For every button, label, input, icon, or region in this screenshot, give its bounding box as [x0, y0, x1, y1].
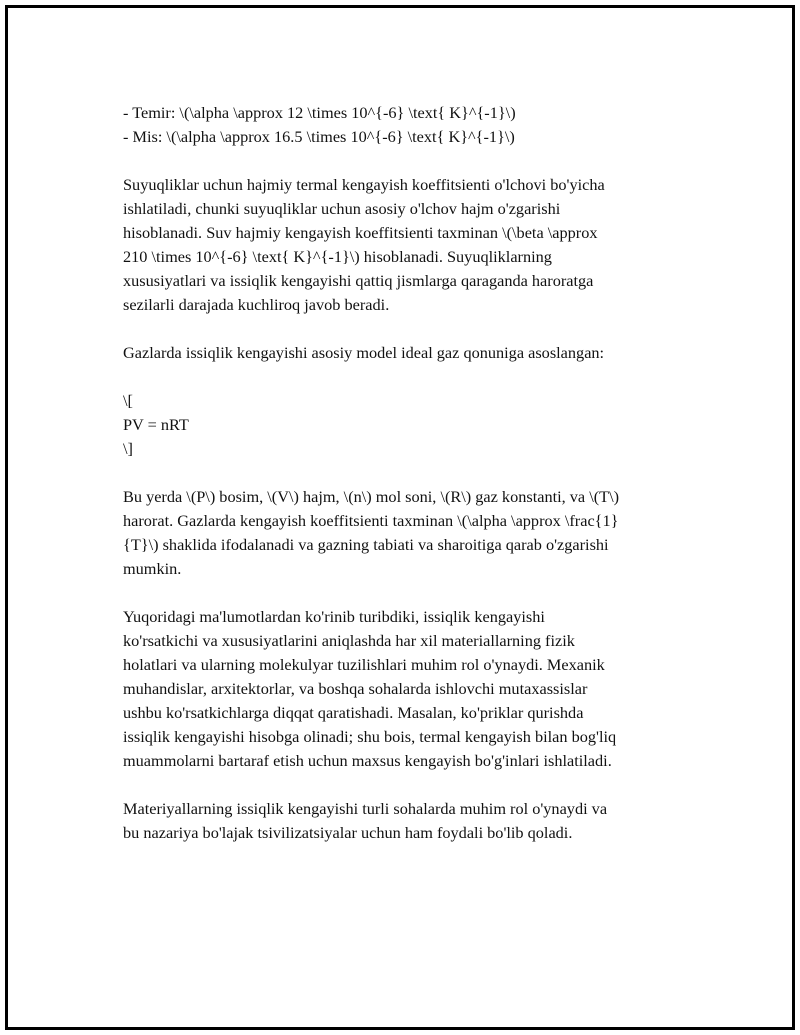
text-line: mumkin. — [123, 559, 182, 578]
text-line: ushbu ko'rsatkichlarga diqqat qaratishadi. Masalan, ko'priklar qurishda — [123, 703, 584, 722]
equation-close: \] — [123, 439, 133, 458]
paragraph-variables — [123, 485, 683, 581]
list-item-copper: - Mis: \(\alpha \approx 16.5 \times 10^{-6} \text{ K}^{-1}\) — [123, 127, 515, 146]
paragraph-summary — [123, 605, 683, 773]
paragraph-liquids — [123, 173, 683, 317]
text-line: harorat. Gazlarda kengayish koeffitsienti taxminan \(\alpha \approx \frac{1} — [123, 511, 619, 530]
text-line: muammolarni bartaraf etish uchun maxsus kengayish bo'g'inlari ishlatiladi. — [123, 751, 612, 770]
text-line: {T}\) shaklida ifodalanadi va gazning tabiati va sharoitiga qarab o'zgarishi — [123, 535, 609, 554]
text-line: ko'rsatkichi va xususiyatlarini aniqlashda har xil materiallarning fizik — [123, 631, 575, 650]
text-line: xususiyatlari va issiqlik kengayishi qattiq jismlarga qaraganda haroratga — [123, 271, 594, 290]
material-list — [123, 101, 683, 149]
text-line: Gazlarda issiqlik kengayishi asosiy model ideal gaz qonuniga asoslangan: — [123, 343, 605, 362]
text-line: Bu yerda \(P\) bosim, \(V\) hajm, \(n\) mol soni, \(R\) gaz konstanti, va \(T\) — [123, 487, 620, 506]
text-line: bu nazariya bo'lajak tsivilizatsiyalar uchun ham foydali bo'lib qoladi. — [123, 823, 573, 842]
text-line: sezilarli darajada kuchliroq javob beradi. — [123, 295, 390, 314]
page-frame — [5, 5, 795, 1030]
equation-open: \[ — [123, 391, 133, 410]
document-body — [123, 101, 683, 845]
text-line: 210 \times 10^{-6} \text{ K}^{-1}\) hisoblanadi. Suyuqliklarning — [123, 247, 552, 266]
text-line: Suyuqliklar uchun hajmiy termal kengayish koeffitsienti o'lchovi bo'yicha — [123, 175, 605, 194]
equation-body: PV = nRT — [123, 415, 189, 434]
text-line: muhandislar, arxitektorlar, va boshqa sohalarda ishlovchi mutaxassislar — [123, 679, 588, 698]
text-line: ishlatiladi, chunki suyuqliklar uchun asosiy o'lchov hajm o'zgarishi — [123, 199, 561, 218]
text-line: Materiyallarning issiqlik kengayishi turli sohalarda muhim rol o'ynaydi va — [123, 799, 608, 818]
text-line: issiqlik kengayishi hisobga olinadi; shu bois, termal kengayish bilan bog'liq — [123, 727, 617, 746]
equation-block — [123, 389, 683, 461]
text-line: hisoblanadi. Suv hajmiy kengayish koeffitsienti taxminan \(\beta \approx — [123, 223, 598, 242]
paragraph-conclusion — [123, 797, 683, 845]
list-item-iron: - Temir: \(\alpha \approx 12 \times 10^{-6} \text{ K}^{-1}\) — [123, 103, 516, 122]
paragraph-gases — [123, 341, 683, 365]
text-line: holatlari va ularning molekulyar tuzilishlari muhim rol o'ynaydi. Mexanik — [123, 655, 605, 674]
text-line: Yuqoridagi ma'lumotlardan ko'rinib turibdiki, issiqlik kengayishi — [123, 607, 545, 626]
